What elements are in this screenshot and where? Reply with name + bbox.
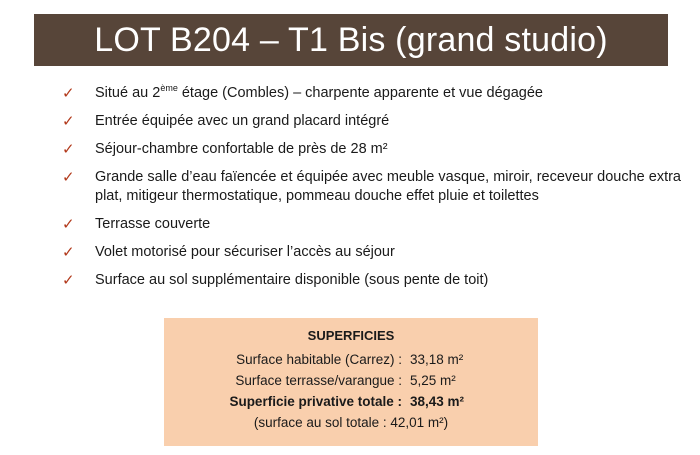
superficie-label: Surface habitable (Carrez) :: [236, 352, 402, 367]
feature-item: [62, 271, 682, 290]
feature-text: Situé au 2: [95, 85, 161, 101]
check-icon: ✓: [62, 215, 75, 233]
feature-text: Surface au sol supplémentaire disponible (sous pente de toit): [95, 272, 489, 288]
superficie-value: 5,25 m²: [410, 373, 456, 388]
feature-text: Volet motorisé pour sécuriser l’accès au séjour: [95, 244, 395, 260]
superficie-row: [164, 351, 538, 368]
check-icon: ✓: [62, 243, 75, 261]
feature-text: Grande salle d’eau faïencée et équipée avec meuble vasque, miroir, receveur douche extra plat, mitigeur thermostatique, pommeau douche effet pluie et toilettes: [95, 169, 681, 204]
check-icon: ✓: [62, 112, 75, 130]
title-text: LOT B204 – T1 Bis (grand studio): [94, 20, 608, 59]
superficie-note: (surface au sol totale : 42,01 m²): [253, 415, 449, 430]
feature-superscript: ème: [160, 83, 178, 94]
page-title: [34, 14, 668, 66]
check-icon: ✓: [62, 84, 75, 102]
feature-text: Entrée équipée avec un grand placard intégré: [95, 113, 390, 129]
feature-item: [62, 84, 682, 103]
superficies-box: [164, 318, 538, 446]
superficie-value: 33,18 m²: [410, 352, 464, 367]
feature-item: [62, 140, 682, 159]
feature-item: [62, 215, 682, 234]
superficie-row: [164, 372, 538, 389]
check-icon: ✓: [62, 271, 75, 289]
superficie-label: Surface terrasse/varangue :: [235, 373, 402, 388]
feature-list: [62, 84, 682, 299]
check-icon: ✓: [62, 168, 75, 186]
feature-text: Séjour-chambre confortable de près de 28 m²: [95, 141, 388, 157]
superficie-label: Superficie privative totale :: [229, 394, 402, 409]
feature-text-end: étage (Combles) – charpente apparente et vue dégagée: [177, 85, 543, 101]
feature-text: Terrasse couverte: [95, 216, 211, 232]
feature-item: [62, 168, 682, 206]
superficie-total-row: [164, 393, 538, 410]
feature-item: [62, 243, 682, 262]
superficies-heading: SUPERFICIES: [307, 328, 395, 343]
feature-item: [62, 112, 682, 131]
check-icon: ✓: [62, 140, 75, 158]
superficie-value: 38,43 m²: [410, 394, 465, 409]
